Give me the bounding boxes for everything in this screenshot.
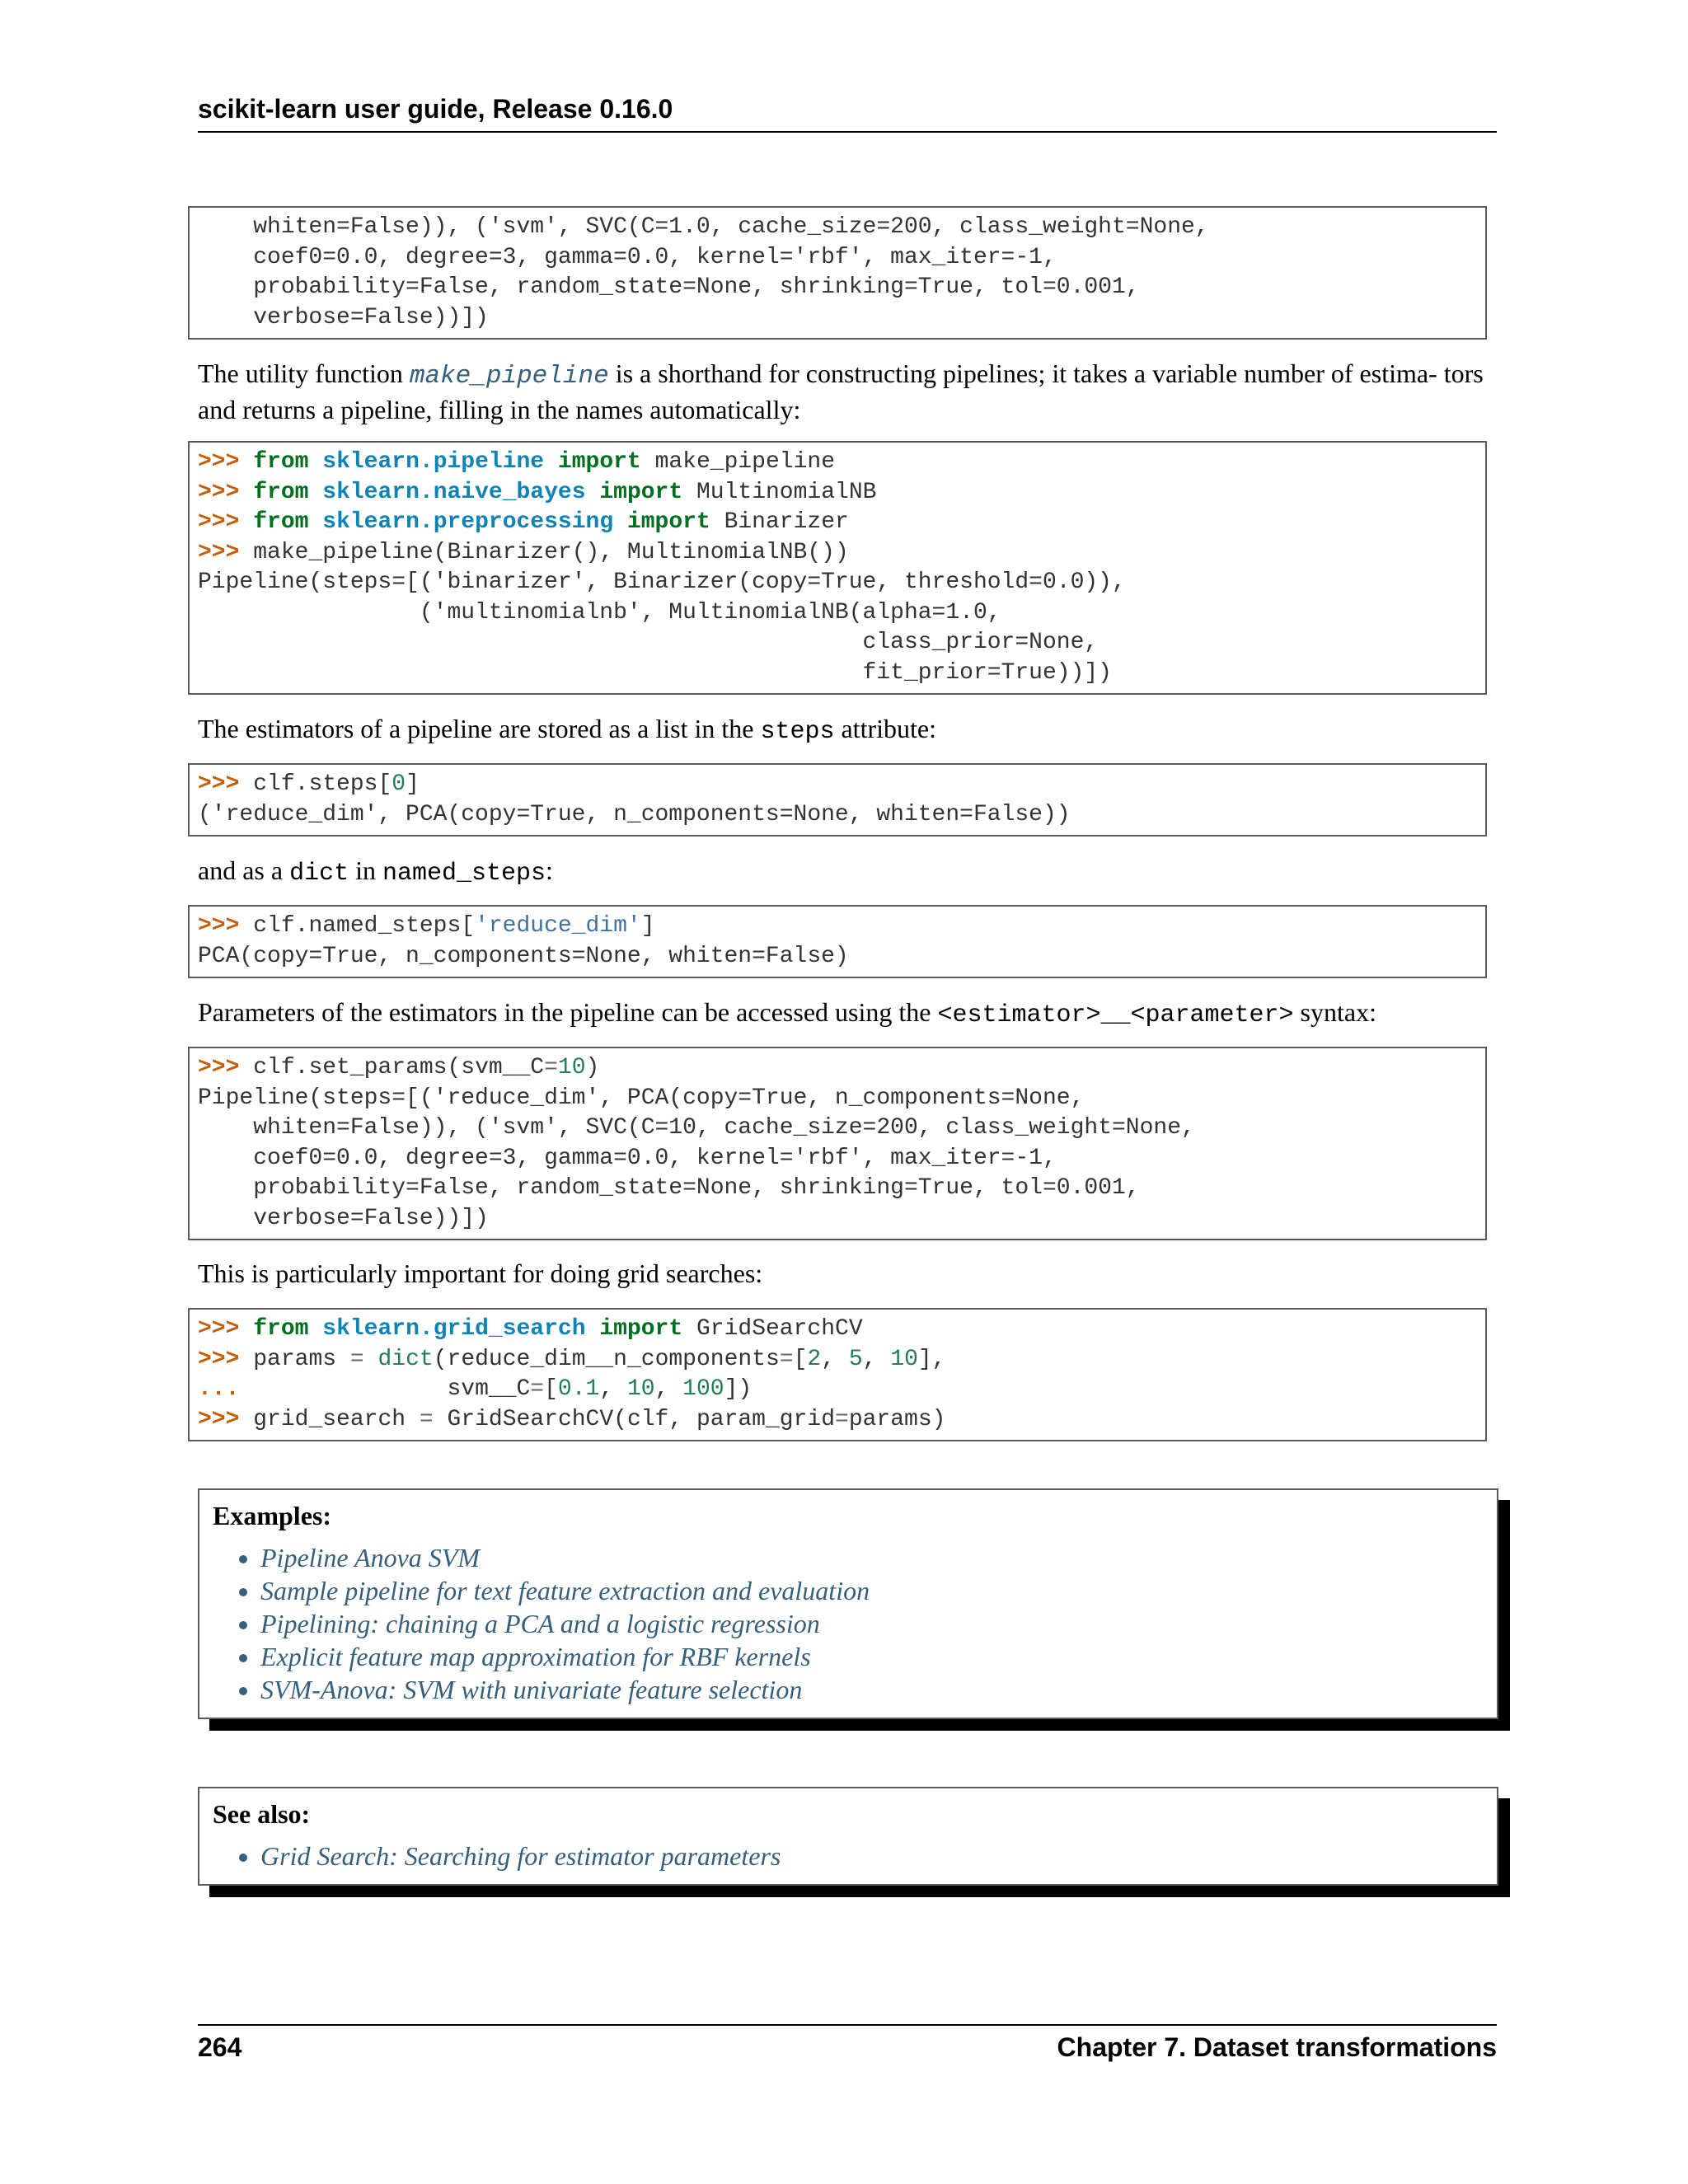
example-link-svm-anova[interactable]: • SVM-Anova: SVM with univariate feature selection — [260, 1673, 1484, 1706]
make-pipeline-link[interactable]: make_pipeline — [409, 362, 609, 391]
examples-title: Examples: — [213, 1501, 331, 1530]
paragraph-steps: The estimators of a pipeline are stored as a list in the steps attribute: — [198, 714, 936, 746]
example-link-pipeline-anova-svm[interactable]: • Pipeline Anova SVM — [260, 1541, 1484, 1574]
code-block-named-steps: >>> clf.named_steps['reduce_dim'] PCA(copy=True, n_components=None, whiten=False) — [188, 905, 1487, 978]
examples-box — [198, 1488, 1498, 1719]
paragraph-parameters: Parameters of the estimators in the pipeline can be accessed using the <estimator>__<parameter> syntax: — [198, 997, 1376, 1029]
paragraph-named-steps: and as a dict in named_steps: — [198, 855, 553, 888]
code-block-steps: >>> clf.steps[0] ('reduce_dim', PCA(copy=True, n_components=None, whiten=False)) — [188, 763, 1487, 837]
see-also-link-grid-search[interactable]: • Grid Search: Searching for estimator parameters — [260, 1840, 1484, 1872]
example-link-rbf-kernels[interactable]: • Explicit feature map approximation for RBF kernels — [260, 1640, 1484, 1673]
example-link-pca-logistic[interactable]: • Pipelining: chaining a PCA and a logistic regression — [260, 1607, 1484, 1640]
page-number: 264 — [198, 2032, 242, 2062]
code-block-set-params: >>> clf.set_params(svm__C=10) Pipeline(steps=[('reduce_dim', PCA(copy=True, n_components=None, whiten=False)), ('svm', SVC(C=10, cache_size=200, class_weight=None, coef0=0.0, degree=3, gamma=0.0, kernel='rbf', max_iter=-1, probability=False, random_state=None, shrinking=True, tol=0.001, verbose=False))]) — [188, 1047, 1487, 1240]
example-link-text-feature-extraction[interactable]: • Sample pipeline for text feature extraction and evaluation — [260, 1574, 1484, 1607]
running-footer — [198, 2024, 1497, 2063]
code-line: verbose=False))]) — [198, 304, 489, 330]
paragraph-make-pipeline: The utility function make_pipeline is a shorthand for constructing pipelines; it takes a variable number of estima- tors and returns a pipeline, filling in the names automatically: — [198, 359, 1484, 424]
see-also-list — [213, 1840, 1484, 1872]
examples-list — [213, 1541, 1484, 1706]
paragraph-grid-search: This is particularly important for doing grid searches: — [198, 1258, 763, 1288]
code-line: coef0=0.0, degree=3, gamma=0.0, kernel='rbf', max_iter=-1, — [198, 244, 1057, 270]
code-block-grid-search: >>> from sklearn.grid_search import GridSearchCV >>> params = dict(reduce_dim__n_components=[2, 5, 10], ... svm__C=[0.1, 10, 100]) >>> grid_search = GridSearchCV(clf, param_grid=params) — [188, 1308, 1487, 1441]
chapter-title: Chapter 7. Dataset transformations — [1057, 2032, 1497, 2062]
running-header: scikit-learn user guide, Release 0.16.0 — [198, 94, 1497, 133]
see-also-box — [198, 1787, 1498, 1886]
code-line: whiten=False)), ('svm', SVC(C=1.0, cache_size=200, class_weight=None, — [198, 214, 1209, 240]
code-block-svm-continuation — [188, 206, 1487, 340]
code-line: probability=False, random_state=None, shrinking=True, tol=0.001, — [198, 274, 1140, 300]
code-block-make-pipeline: >>> from sklearn.pipeline import make_pipeline >>> from sklearn.naive_bayes import MultinomialNB >>> from sklearn.preprocessing import Binarizer >>> make_pipeline(Binarizer(), MultinomialNB()) Pipeline(steps=[('binarizer', Binarizer(copy=True, threshold=0.0)), ('multinomialnb', MultinomialNB(alpha=1.0, class_prior=None, fit_prior=True))]) — [188, 441, 1487, 695]
see-also-title: See also: — [213, 1799, 311, 1829]
